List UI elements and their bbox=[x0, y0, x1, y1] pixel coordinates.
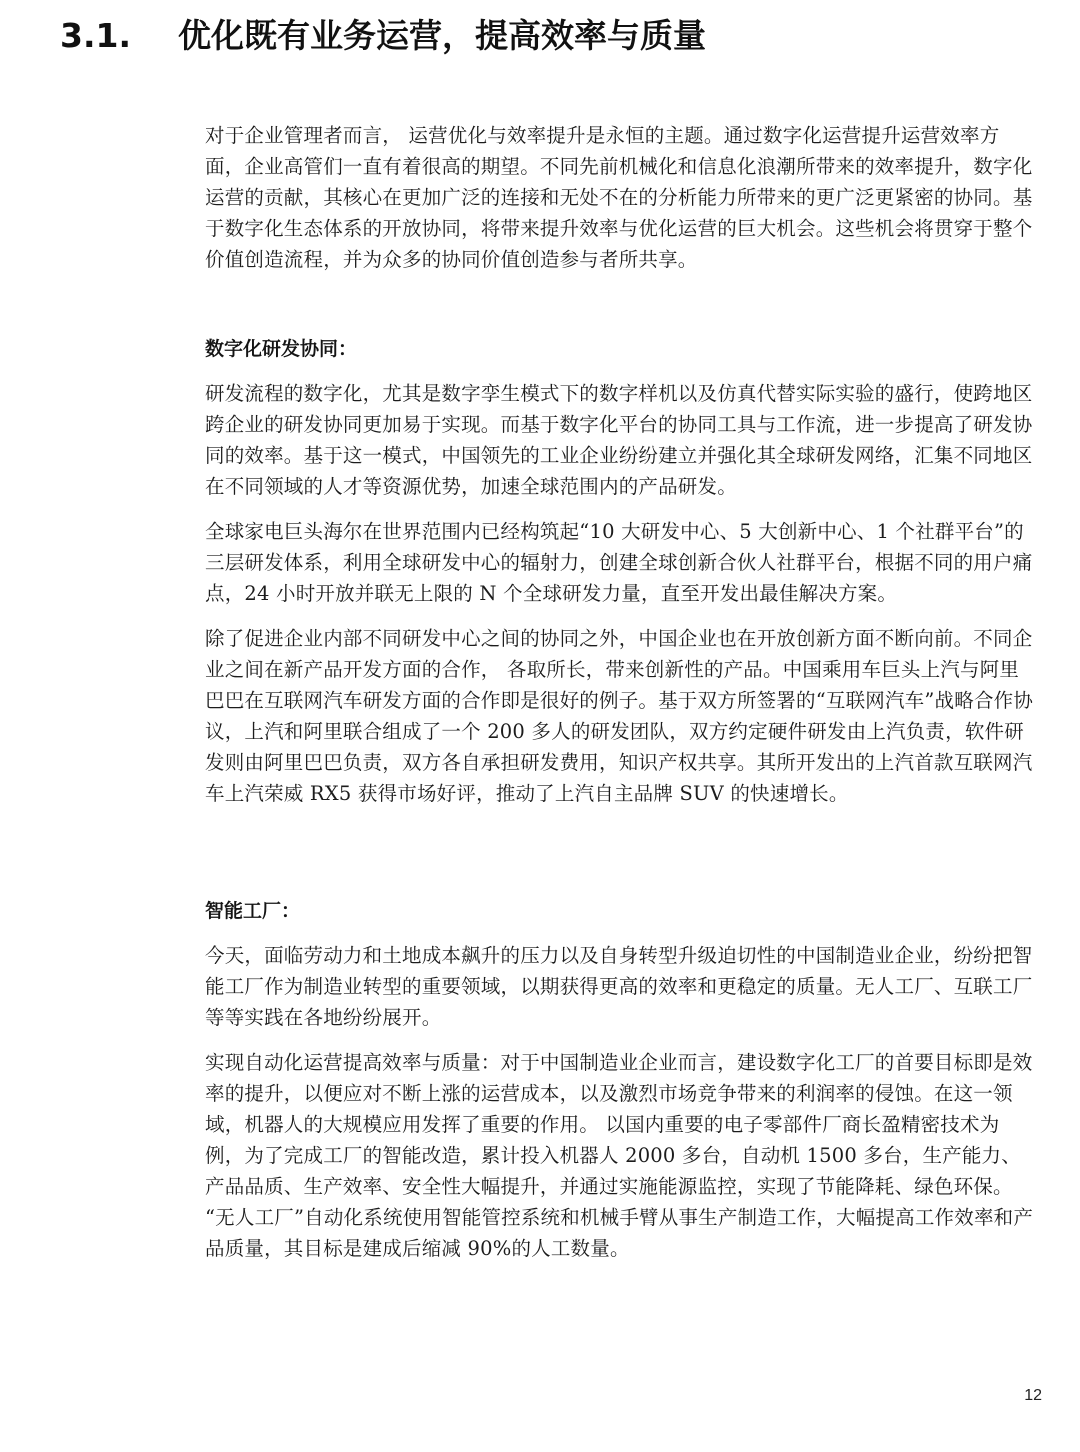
page-number: 12 bbox=[1024, 1387, 1042, 1404]
section-title: 优化既有业务运营，提高效率与质量 bbox=[178, 16, 706, 55]
intro-paragraph: 对于企业管理者而言， 运营优化与效率提升是永恒的主题。通过数字化运营提升运营效率方面，企业高管们一直有着很高的期望。不同先前机械化和信息化浪潮所带来的效率提升，数字化运营的贡献，其核心在更加广泛的连接和无处不在的分析能力所带来的更广泛更紧密的协同。基于数字化生态体系的开放协同，将带来提升效率与优化运营的巨大机会。这些机会将贯穿于整个价值创造流程，并为众多的协同价值创造参与者所共享。 bbox=[205, 124, 1033, 271]
section-number: 3.1. bbox=[60, 16, 131, 55]
smart-factory-heading: 智能工厂： bbox=[205, 900, 301, 922]
rd-paragraph-2: 全球家电巨头海尔在世界范围内已经构筑起“10 大研发中心、5 大创新中心、1 个社群平台”的三层研发体系，利用全球研发中心的辐射力，创建全球创新合伙人社群平台，根据不同的用户痛点，24 小时开放并联无上限的 N 个全球研发力量，直至开发出最佳解决方案。 bbox=[205, 520, 1033, 605]
rd-collaboration-heading: 数字化研发协同： bbox=[205, 338, 358, 360]
rd-paragraph-1: 研发流程的数字化，尤其是数字孪生模式下的数字样机以及仿真代替实际实验的盛行，使跨地区跨企业的研发协同更加易于实现。而基于数字化平台的协同工具与工作流，进一步提高了研发协同的效率。基于这一模式，中国领先的工业企业纷纷建立并强化其全球研发网络，汇集不同地区在不同领域的人才等资源优势，加速全球范围内的产品研发。 bbox=[205, 382, 1033, 498]
rd-paragraph-3: 除了促进企业内部不同研发中心之间的协同之外，中国企业也在开放创新方面不断向前。不同企业之间在新产品开发方面的合作， 各取所长，带来创新性的产品。中国乘用车巨头上汽与阿里巴巴在互联网汽车研发方面的合作即是很好的例子。基于双方所签署的“互联网汽车”战略合作协议，上汽和阿里联合组成了一个 200 多人的研发团队，双方约定硬件研发由上汽负责，软件研发则由阿里巴巴负责，双方各自承担研发费用，知识产权共享。其所开发出的上汽首款互联网汽车上汽荣威 RX5 获得市场好评，推动了上汽自主品牌 SUV 的快速增长。 bbox=[205, 627, 1034, 805]
factory-paragraph-2: 实现自动化运营提高效率与质量：对于中国制造业企业而言，建设数字化工厂的首要目标即是效率的提升，以便应对不断上涨的运营成本，以及激烈市场竞争带来的利润率的侵蚀。在这一领域，机器人的大规模应用发挥了重要的作用。 以国内重要的电子零部件厂商长盈精密技术为例，为了完成工厂的智能改造，累计投入机器人 2000 多台，自动机 1500 多台，生产能力、产品品质、生产效率、安全性大幅提升，并通过实施能源监控，实现了节能降耗、绿色环保。 “无人工厂”自动化系统使用智能管控系统和机械手臂从事生产制造工作，大幅提高工作效率和产品质量，其目标是建成后缩减 90%的人工数量。 bbox=[205, 1051, 1034, 1260]
factory-paragraph-1: 今天，面临劳动力和土地成本飙升的压力以及自身转型升级迫切性的中国制造业企业，纷纷把智能工厂作为制造业转型的重要领域，以期获得更高的效率和更稳定的质量。无人工厂、互联工厂等等实践在各地纷纷展开。 bbox=[205, 944, 1033, 1029]
section-heading bbox=[60, 14, 706, 58]
document-body bbox=[205, 120, 1037, 1264]
